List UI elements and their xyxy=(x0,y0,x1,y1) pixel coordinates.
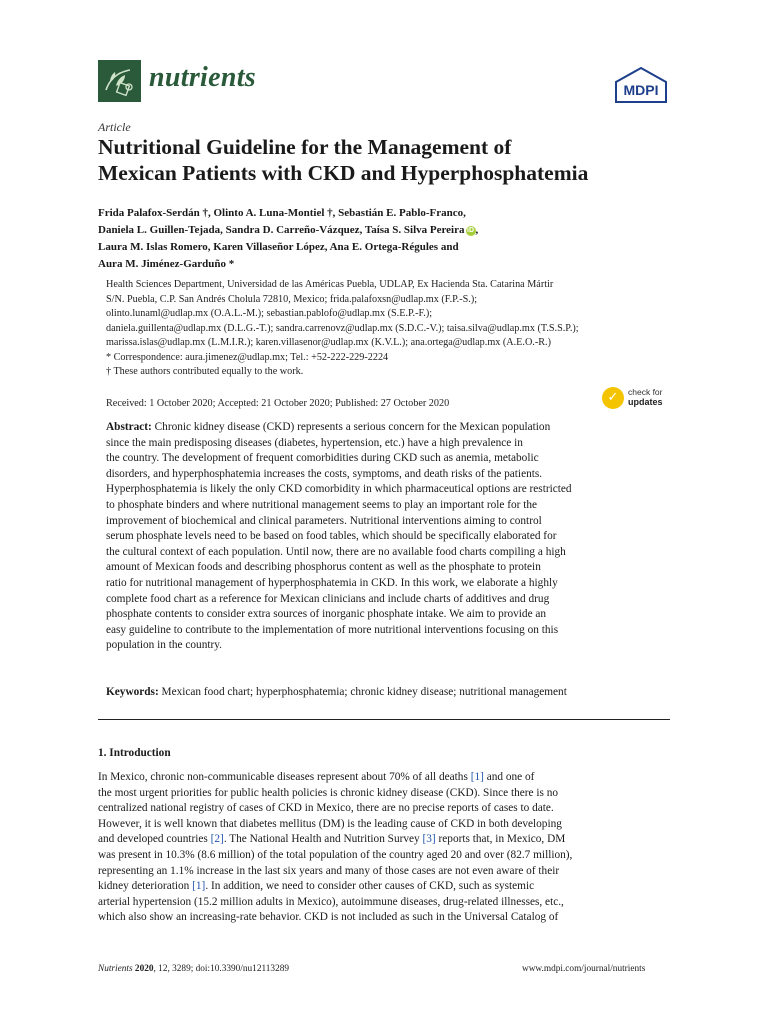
author-line xyxy=(98,222,698,239)
abstract-line: disorders, and hyperphosphatemia increases the costs, symptoms, and death risks of the patients. xyxy=(106,467,543,480)
introduction-body xyxy=(98,770,670,926)
abstract-line: since the main predisposing diseases (diabetes, hypertension, etc.) have a high prevalence in xyxy=(106,436,523,449)
intro-text: In Mexico, chronic non-communicable diseases represent about 70% of all deaths xyxy=(98,771,471,783)
footer-doi: , 12, 3289; doi:10.3390/nu12113289 xyxy=(153,964,290,974)
intro-line xyxy=(98,895,670,911)
title-line: Nutritional Guideline for the Management of xyxy=(98,135,512,159)
affiliation-line: S/N. Puebla, C.P. San Andrés Cholula 72810, Mexico; frida.palafoxsn@udlap.mx (F.P.-S.); xyxy=(106,293,478,305)
check-for-updates-label: check for xyxy=(628,387,663,397)
citation-link[interactable]: [2] xyxy=(210,833,224,846)
intro-line xyxy=(98,848,670,864)
author-line-tail: , xyxy=(475,224,479,236)
publication-dates: Received: 1 October 2020; Accepted: 21 October 2020; Published: 27 October 2020 xyxy=(106,398,450,409)
author-line: Aura M. Jiménez-Garduño * xyxy=(98,258,235,270)
abstract xyxy=(106,420,670,654)
intro-line xyxy=(98,801,670,817)
affiliation-line: daniela.guillenta@udlap.mx (D.L.G.-T.); sandra.carrenovz@udlap.mx (S.D.C.-V.); taisa.silva@udlap.mx (T.S.S.P.); xyxy=(106,322,579,334)
citation-link[interactable]: [3] xyxy=(422,833,436,846)
keywords-label: Keywords: xyxy=(106,686,159,698)
affiliation-line: olinto.lunaml@udlap.mx (O.A.L.-M.); sebastian.pablofo@udlap.mx (S.E.P.-F.); xyxy=(106,308,433,319)
abstract-line: complete food chart as a reference for Mexican clinicians and include charts of additives and drug xyxy=(106,592,550,605)
abstract-line: Hyperphosphatemia is likely the only CKD comorbidity in which pharmaceutical options are restricted xyxy=(106,483,572,496)
author-line: Laura M. Islas Romero, Karen Villaseñor López, Ana E. Ortega-Régules and xyxy=(98,241,459,253)
abstract-text: Chronic kidney disease (CKD) represents a serious concern for the Mexican population xyxy=(151,421,551,433)
intro-text: . The National Health and Nutrition Survey xyxy=(223,833,423,846)
intro-text: which also show an increasing-rate behavior. CKD is not included as such in the Universal Catalog of xyxy=(98,911,559,924)
article-type: Article xyxy=(98,120,131,134)
footer-year: 2020 xyxy=(132,964,154,974)
abstract-line: phosphate contents to consider extra sources of inorganic phosphate intake. We aim to provide an xyxy=(106,608,547,621)
intro-line xyxy=(98,910,670,926)
author-line: Frida Palafox-Serdán †, Olinto A. Luna-Montiel †, Sebastián E. Pablo-Franco, xyxy=(98,207,466,219)
abstract-line: population in the country. xyxy=(106,639,222,652)
intro-text: arterial hypertension (15.2 million adults in Mexico), autoimmune diseases, drug-related illnesses, etc., xyxy=(98,895,564,908)
abstract-line: amount of Mexican foods and describing phosphorus content as well as the phosphate to protein xyxy=(106,561,541,574)
citation-link[interactable]: [1] xyxy=(192,880,206,893)
intro-text: and one of xyxy=(483,771,535,783)
footer-journal: Nutrients xyxy=(98,964,133,974)
journal-name: nutrients xyxy=(149,62,256,93)
intro-line xyxy=(98,817,670,833)
orcid-icon[interactable]: iD xyxy=(467,227,474,234)
citation-link[interactable]: [1] xyxy=(470,771,484,783)
intro-text: centralized national registry of cases of CKD in Mexico, there are no precise reports of cases to date. xyxy=(98,802,554,815)
intro-line xyxy=(98,832,670,848)
abstract-line: easy guideline to contribute to the implementation of more nutritional interventions focusing on this xyxy=(106,623,559,636)
intro-text: . In addition, we need to consider other causes of CKD, such as systemic xyxy=(205,880,535,893)
affiliation-line: Health Sciences Department, Universidad de las Américas Puebla, UDLAP, Ex Hacienda Sta. Catarina Mártir xyxy=(106,279,554,290)
intro-text: was present in 10.3% (8.6 million) of the total population of the country aged 20 and over (82.7 million), xyxy=(98,848,573,861)
intro-line xyxy=(98,786,670,802)
abstract-line: to phosphate binders and where nutritional management seems to play an important role for the xyxy=(106,498,538,511)
keywords-text: Mexican food chart; hyperphosphatemia; chronic kidney disease; nutritional management xyxy=(158,686,567,698)
intro-line xyxy=(98,864,670,880)
intro-text: representing an 1.1% increase in the last six years and many of those cases are not even aware of their xyxy=(98,864,560,877)
intro-line xyxy=(98,879,670,895)
mdpi-logo-icon xyxy=(612,66,670,104)
intro-text: reports that, in Mexico, DM xyxy=(435,833,566,846)
affiliation-line: marissa.islas@udlap.mx (L.M.I.R.); karen.villasenor@udlap.mx (K.V.L.); ana.ortega@udlap.mx (A.E.O.-R.) xyxy=(106,337,551,348)
keywords xyxy=(106,685,686,700)
section-divider xyxy=(98,719,670,720)
equal-contribution-note: † These authors contributed equally to the work. xyxy=(106,366,304,377)
title-line: Mexican Patients with CKD and Hyperphosphatemia xyxy=(98,161,589,185)
abstract-line: the cultural context of each population. Until now, there are no available food charts compiling a high xyxy=(106,545,566,558)
abstract-line: improvement of biochemical and clinical parameters. Nutritional interventions aiming to control xyxy=(106,514,542,527)
intro-text: the most urgent priorities for public health policies is chronic kidney disease (CKD). Since there is no xyxy=(98,786,559,799)
abstract-line: the country. The development of frequent comorbidities during CKD such as anemia, metabolic xyxy=(106,452,539,465)
abstract-label: Abstract: xyxy=(106,421,152,433)
author-list xyxy=(98,205,698,273)
correspondence-note: * Correspondence: aura.jimenez@udlap.mx; Tel.: +52-222-229-2224 xyxy=(106,351,389,363)
abstract-line: ratio for nutritional management of hyperphosphatemia in CKD. In this work, we elaborate a highly xyxy=(106,576,558,589)
affiliations xyxy=(106,278,706,380)
mdpi-logo-text: MDPI xyxy=(623,82,659,98)
check-for-updates-icon: ✓ xyxy=(602,387,624,409)
intro-line xyxy=(98,770,670,786)
abstract-line xyxy=(106,420,670,436)
check-for-updates-button[interactable] xyxy=(602,385,672,411)
intro-text: and developed countries xyxy=(98,833,211,846)
nutrients-logo-icon xyxy=(98,60,141,102)
intro-text: However, it is well known that diabetes mellitus (DM) is the leading cause of CKD in both developing xyxy=(98,817,562,830)
paper-title xyxy=(98,134,718,186)
check-for-updates-label-bold: updates xyxy=(628,397,663,407)
section-heading: 1. Introduction xyxy=(98,747,171,759)
footer-citation xyxy=(98,964,289,974)
abstract-line: serum phosphate levels need to be based on food tables, which should be specifically elaborated for xyxy=(106,530,557,543)
author-line-text: Daniela L. Guillen-Tejada, Sandra D. Carreño-Vázquez, Taísa S. Silva Pereira xyxy=(98,224,465,236)
intro-text: kidney deterioration xyxy=(98,880,193,893)
footer-url[interactable]: www.mdpi.com/journal/nutrients xyxy=(522,964,646,974)
